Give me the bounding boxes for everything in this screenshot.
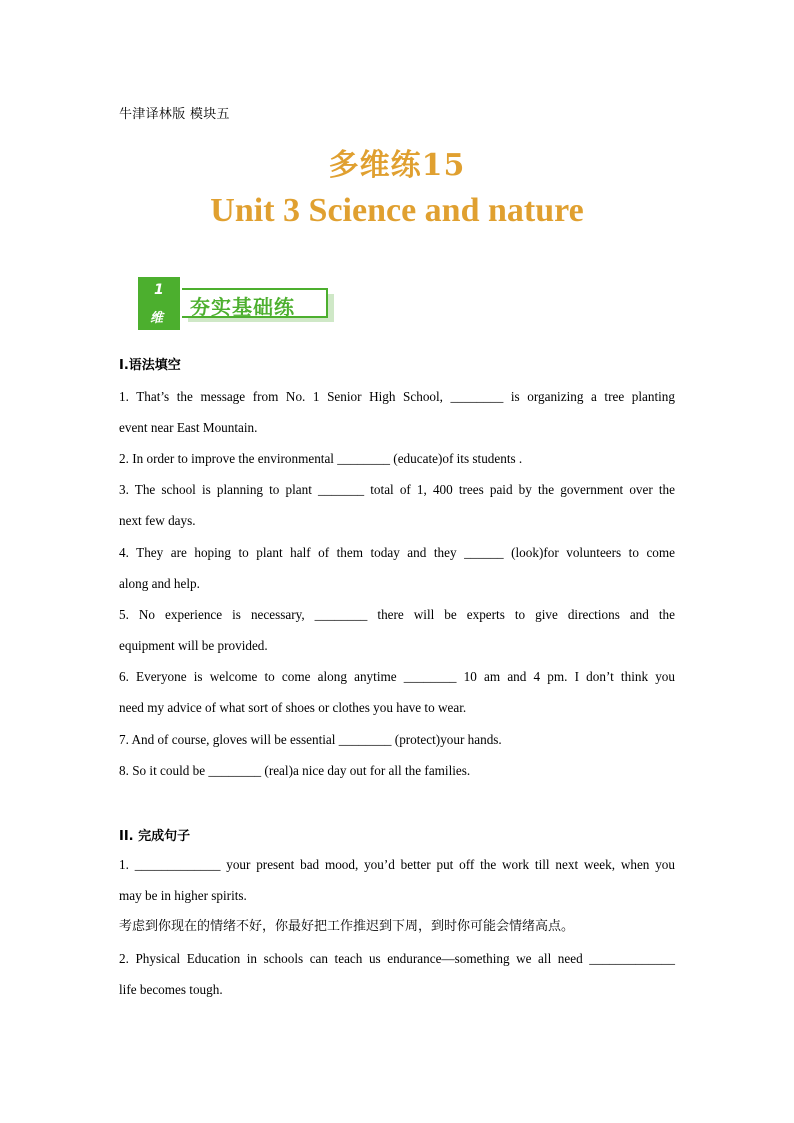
- badge-label-box: [182, 288, 328, 318]
- exercise-line: 2. In order to improve the environmental ________ (educate)of its students .: [119, 451, 523, 466]
- exercise-line: equipment will be provided.: [119, 638, 268, 653]
- badge-number: 1: [154, 282, 164, 298]
- page-title-zh: 多维练15: [328, 148, 466, 183]
- translation-line: 考虑到你现在的情绪不好，你最好把工作推迟到下周，到时你可能会情绪高点。: [119, 919, 575, 934]
- page-title-en: Unit 3 Science and nature: [210, 192, 584, 229]
- exercise-line: 8. So it could be ________ (real)a nice day out for all the families.: [119, 763, 471, 778]
- exercise-line: along and help.: [119, 576, 200, 591]
- exercise-line: 2. Physical Education in schools can teach us endurance—something we all need _____________: [119, 951, 675, 966]
- badge-number-block: [138, 277, 180, 330]
- exercise-line: event near East Mountain.: [119, 420, 258, 435]
- badge-number-suffix: 维: [150, 311, 164, 326]
- section-badge: [138, 277, 338, 331]
- exercise-line: 1. _____________ your present bad mood, you’d better put off the work till next week, when you: [119, 857, 675, 872]
- exercise-line: 5. No experience is necessary, ________ there will be experts to give directions and the: [119, 607, 675, 622]
- publisher-header: 牛津译林版 模块五: [119, 107, 230, 122]
- exercise-line: 7. And of course, gloves will be essential ________ (protect)your hands.: [119, 732, 502, 747]
- exercise-line: may be in higher spirits.: [119, 888, 247, 903]
- exercise-line: 1. That’s the message from No. 1 Senior High School, ________ is organizing a tree planting: [119, 389, 675, 404]
- section-title-grammar: I.语法填空: [119, 358, 181, 373]
- exercise-line: 3. The school is planning to plant _______ total of 1, 400 trees paid by the government over the: [119, 482, 675, 497]
- exercise-line: 6. Everyone is welcome to come along anytime ________ 10 am and 4 pm. I don’t think you: [119, 669, 675, 684]
- exercise-line: next few days.: [119, 513, 196, 528]
- exercise-line: life becomes tough.: [119, 982, 223, 997]
- section-title-sentences: II. 完成句子: [119, 829, 191, 844]
- badge-shadow-right: [328, 294, 334, 322]
- exercise-line: need my advice of what sort of shoes or clothes you have to wear.: [119, 700, 467, 715]
- badge-label: 夯实基础练: [190, 295, 295, 319]
- exercise-line: 4. They are hoping to plant half of them today and they ______ (look)for volunteers to come: [119, 545, 675, 560]
